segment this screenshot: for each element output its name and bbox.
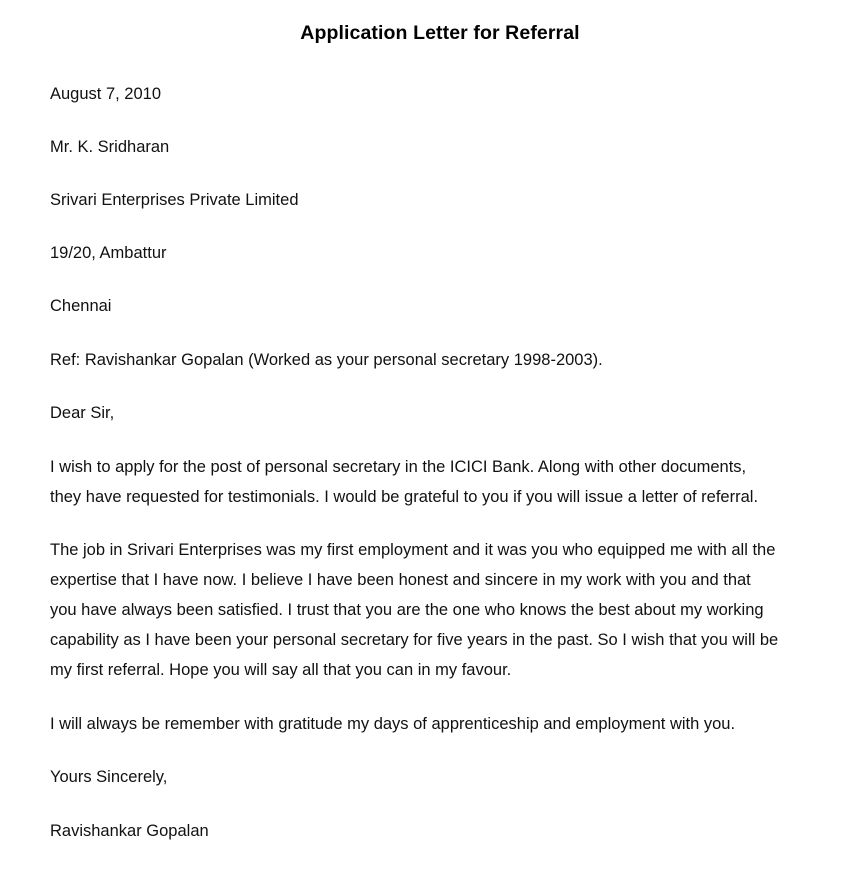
paragraph-line: I wish to apply for the post of personal secretary in the ICICI Bank. Along with other documents, [50,458,747,476]
paragraph-line: The job in Srivari Enterprises was my first employment and it was you who equipped me with all the [50,541,776,559]
body-paragraph-1 [50,452,840,512]
paragraph-line: I will always be remember with gratitude my days of apprenticeship and employment with you. [50,715,736,733]
signature: Ravishankar Gopalan [50,822,209,840]
recipient-address: 19/20, Ambattur [50,244,167,262]
paragraph-line: capability as I have been your personal secretary for five years in the past. So I wish that you will be [50,631,779,649]
letter-date: August 7, 2010 [50,85,162,103]
recipient-company: Srivari Enterprises Private Limited [50,191,299,209]
paragraph-line: they have requested for testimonials. I would be grateful to you if you will issue a letter of referral. [50,488,759,506]
reference-line: Ref: Ravishankar Gopalan (Worked as your personal secretary 1998-2003). [50,351,603,369]
salutation: Dear Sir, [50,404,115,422]
recipient-city: Chennai [50,297,112,315]
document-title: Application Letter for Referral [300,22,580,44]
body-paragraph-3 [50,709,840,739]
closing: Yours Sincerely, [50,768,168,786]
paragraph-line: you have always been satisfied. I trust that you are the one who knows the best about my working [50,601,764,619]
paragraph-line: my first referral. Hope you will say all that you can in my favour. [50,661,512,679]
body-paragraph-2 [50,535,840,685]
paragraph-line: expertise that I have now. I believe I have been honest and sincere in my work with you and that [50,571,751,589]
recipient-name: Mr. K. Sridharan [50,138,170,156]
